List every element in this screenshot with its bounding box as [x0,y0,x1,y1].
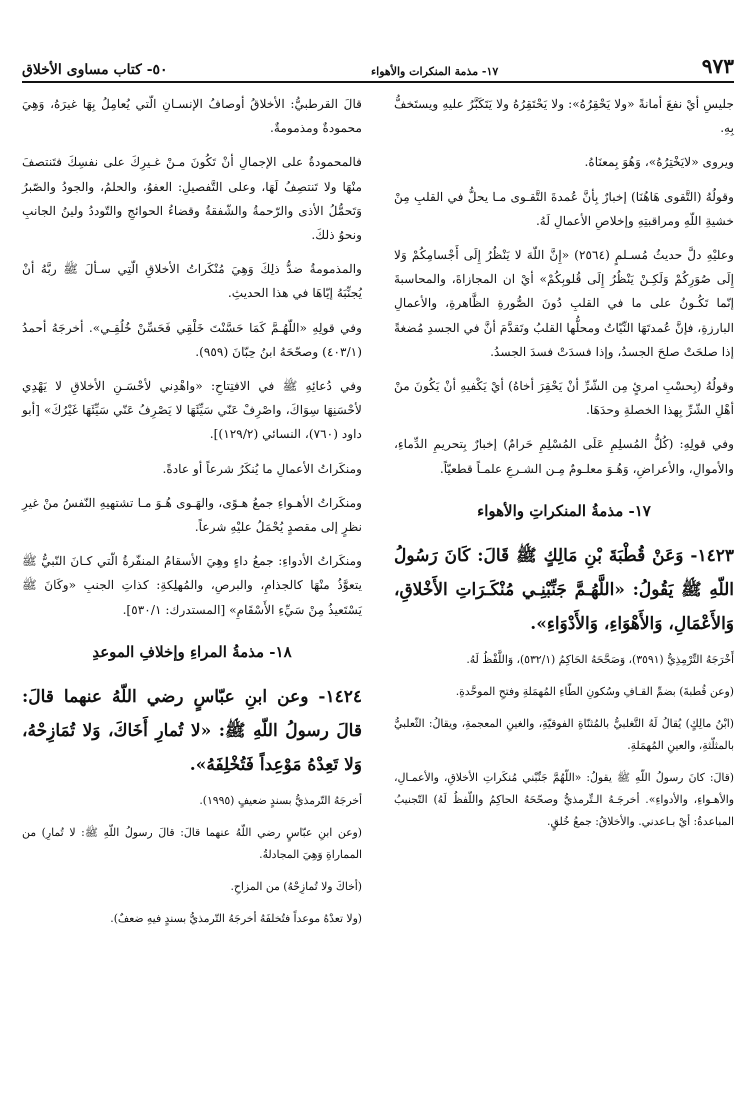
paragraph: جليسِ أيْ نفعَ أمانةً «ولا يَحْقِرُهُ»: ولا يَحْتَقِرُهُ ولا يَتَكَبَّرُ عليهِ ويستَخفُّ بِهِ. [394,97,734,136]
note: أَخْرَجَهُ التِّرْمِذِيُّ (٣٥٩١)، وَصَحَّحَهُ الحَاكِمُ (٥٣٢/١)، وَاللَّفْظُ لَهُ. [466,653,734,667]
paragraph: قالَ القرطبيُّ: الأخلاقُ أوصافُ الإنسـانِ الّتي يُعامِلُ بِهَا غيرَهُ، وَهِيَ محمودةٌ ومذمومةٌ. [22,97,362,136]
paragraph: وقولُهُ (التَّقوى هَاهُنَا) إخبارٌ بِأنَّ عُمدةَ التَّقـوى مـا يحلُّ في القلبِ مِنْ خشيةِ اللّهِ ومراقبتِهِ وإخلاصِ الأعمالِ لَهُ. [394,189,734,228]
paragraph: والمذمومةُ ضدُّ ذلِكَ وَهِيَ مُنْكَراتُ الأخلاقِ الّتِي سـألَ ﷺ ربَّهُ أنْ يُجنِّبَهُ إيّاهَا في هذا الحديثِ. [22,262,362,301]
hadith-text: ١٤٢٣- وَعَنْ قُطْبَةَ بْنِ مَالِكٍ ﷺ قَالَ: كَانَ رَسُولُ اللّهِ ﷺ يَقُولُ: «اللَّهُـمَّ جَنِّبْنِـي مُنْكَـرَاتِ الأَخْلاقِ، وَالأَعْمَالِ، وَالأَهْوَاءِ، وَالأَدْوَاءِ». [394,546,734,635]
running-title-book: ٥٠- كتاب مساوى الأخلاق [22,62,168,78]
page-header [22,50,734,83]
note: (قالَ: كانَ رسولُ اللّهِ ﷺ يقولُ: «اللّهُمَّ جَنِّبْني مُنكَراتِ الأخلاقِ، والأعمـالِ، والأهـواءِ، والأدواءِ». أخرجَـهُ الـتِّرمذيُّ وصحّحَهُ الحاكِمُ واللّفظُ لَهُ) التّجنيبُ المباعدةُ: أيْ بـاعدني. والأخلاقُ: جمعُ خُلقٍ. [394,771,734,829]
note: (وعن قُطبةَ) بضمِّ القـافِ وسُكونِ الطّاءِ المُهمَلةِ وفتحِ الموحَّدةِ. [455,685,734,699]
paragraph: وفي قولِهِ «اللّهُـمَّ كَمَا حَسَّنْتَ خَلْقِي فَحَسِّنْ خُلُقِـي». أخرجَهُ أحمدُ (٤٠٣/١) وصحّحَهُ ابنُ حِبّانَ (٩٥٩). [22,320,362,359]
paragraph: وفي قولِهِ: (كُلُّ المُسلِمِ عَلَى المُسْلِمِ حَرامٌ) إخبارٌ بِتحريمِ الدِّماءِ، والأموالِ، والأعراضِ، وَهُـوَ معلـومٌ مِـن الشـرعِ علمـاً قطعيّاً. [394,437,734,476]
right-column [394,92,734,843]
section-heading: ١٧- مذمةُ المنكراتِ والأهواء [477,501,651,520]
note: (وعن ابنِ عبّاسٍ رضي اللّهُ عنهما قالَ: قالَ رسولُ اللّهِ ﷺ: لا تُمارِ) من المماراةِ وَهِيَ المجادلةُ. [22,826,362,862]
paragraph: ومنكَراتُ الأدواءِ: جمعُ داءٍ وهِيَ الأسقامُ المنفّرةُ الّتي كـانَ النّبيُّ ﷺ يتعوَّذُ منْهَا كالجذامِ، والبرصِ، والمُهلِكةِ: كذاتِ الجنبِ «وكَانَ ﷺ يَسْتَعيذُ مِنْ سَيِّءِ الأَسْقَامِ» [المستدرك: ٥٣٠/١]. [22,554,362,617]
note: (ابْنُ مالِكٍ) يُقالُ لَهُ التَّغلبيُّ بالمُثنّاةِ الفوقيّةِ، والغينِ المعجمةِ، ويقالُ: الثّعلبيُّ بالمثلّثةِ، والعينِ المُهمَلةِ. [394,717,734,753]
page-number: ٩٧٣ [701,54,734,78]
note: (ولا تعدْهُ موعداً فتُخلفَهُ أخرجَهُ التّرمذيُّ بسندٍ فيهِ ضعفٌ). [110,912,362,926]
left-column [22,92,362,940]
paragraph: وفي دُعائِهِ ﷺ في الافتِتاحِ: «واهْدِني لأحْسَـنِ الأخلاقِ لا يَهْدِي لأحْسَنِهَا سِوَاكَ، واصْرِفْ عَنّي سَيِّئَهَا لا يَصْرِفُ عَنّي سَيِّئَهَا غَيْرُكَ» [أبو داود (٧٦٠)، النسائي (١٢٩/٢)]. [22,379,362,442]
paragraph: فالمحمودةُ على الإجمالِ أنْ تَكُونَ مـنْ غـيرِكَ على نفسِكَ فتَنتصفَ منْهَا ولا تَنتصِفُ لَهَا، وعلى التَّفصيلِ: العفوُ، والحلمُ، والجودُ والصّبرُ وَتَحمُّلُ الأذى والرّحمةُ والشّفقةُ وقضاءُ الحوائجِ والتّوددُ ولينُ الجانبِ ونحوُ ذلكَ. [22,155,362,243]
note: أخرجَهُ التّرمذيُّ بسندٍ ضعيفٍ (١٩٩٥). [199,794,362,808]
paragraph: وعليْهِ دلَّ حديثُ مُسـلمٍ (٢٥٦٤) «إِنَّ اللّهَ لا يَنْظُرُ إِلَى أَجْسامِكُمْ وَلا إِلَى صُوَرِكُمْ وَلَكِـنْ يَنْظُرُ إِلَى قُلوبِكُمْ» أيْ ان المجازاةَ، والمحاسبةَ إنّما تَكُـونُ على ما في القلبِ دُونَ الصُّورةِ الظَّاهرةِ، والأعمالِ البارزةِ، فإنَّ عُمدتَهَا النِّيّاتُ ومحلُّها القلبُ وتَقدَّمَ أنَّ في الجسدِ مُضغةً إذا صلحَتْ صلحَ الجسدُ، وإذا فسدَتْ فسدَ الجسدُ. [394,248,734,359]
running-title-chapter: ١٧- مذمة المنكرات والأهواء [370,65,499,78]
paragraph: ومنكَراتُ الأعمالِ ما يُنكَرُ شرعاً أو عادةً. [162,461,362,476]
paragraph: وقولُهُ (بِحسْبِ امرئٍ مِن الشّرِّ أنْ يَحْقِرَ أخاهُ) أيْ يَكْفيهِ أنْ يَكُونَ منْ أهْلِ الشّرِّ بِهذا الخصلةِ وحدَهَا. [394,379,734,418]
paragraph: ويروى «لايَخْتِرُهُ»، وَهُوَ بِمعنَاهُ. [584,155,734,170]
paragraph: ومنكَراتُ الأهـواءِ جمعُ هـوًى، والهَـوى هُـوَ مـا تشتهيهِ النّفسُ منْ غيرِ نظرٍ إلى مقصدٍ يُحْمَلُ عليْهِ شرعاً. [22,495,362,535]
hadith-text: ١٤٢٤- وعن ابنِ عبّاسٍ رضي اللّهُ عنهما قالَ: قالَ رسولُ اللّهِ ﷺ: «لا تُمارِ أَخَاكَ، وَلا تُمَازِحْهُ، وَلا تَعِدْهُ مَوْعِداً فَتُخْلِفَهُ». [22,687,362,776]
note: (أخاكَ ولا تُمازِحْهُ) من المزاحِ. [230,880,362,894]
section-heading: ١٨- مذمةُ المراءِ وإخلافِ الموعدِ [92,642,292,661]
